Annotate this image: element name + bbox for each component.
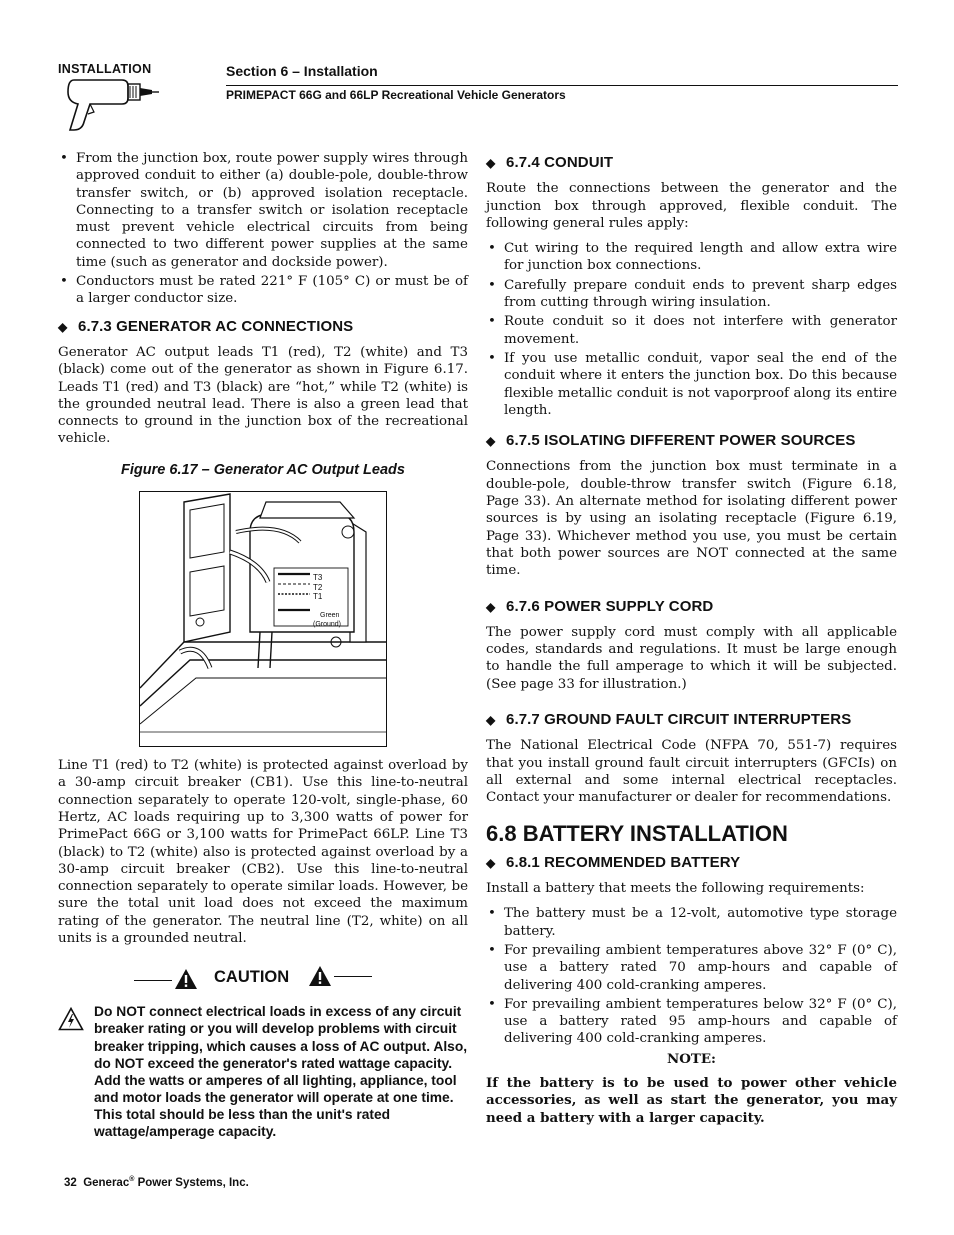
list-item: • For prevailing ambient temperatures above 32° F (0° C), use a battery rated 70 amp-hours and capable of delivering 400 cold-cranking amperes. [486,942,897,994]
drill-icon [60,76,160,134]
paragraph-6-7-5: Connections from the junction box must terminate in a double-pole, double-throw transfer switch (Figure 6.18, Page 33). An alternate method for isolating different power sources is by using an isolating receptacle (Figure 6.19, Page 33). Whichever method you use, you must be certain that both power sources are NOT connected at the same time. [486,459,897,579]
diamond-icon: ◆ [58,319,68,334]
note-text: If the battery is to be used to power other vehicle accessories, as well as start the generator, you may need a battery with a larger capacity. [486,1075,897,1126]
heading-6-7-5: ◆ 6.7.5 ISOLATING DIFFERENT POWER SOURCES [486,432,856,450]
heading-6-7-7: ◆ 6.7.7 GROUND FAULT CIRCUIT INTERRUPTERS [486,711,852,729]
list-item: • Conductors must be rated 221° F (105° C) or must be of a larger conductor size. [58,273,468,308]
list-item: • If you use metallic conduit, vapor seal the end of the conduit where it enters the junction box. Do this because flexible metallic conduit is not vaporproof along its entire length. [486,350,897,419]
caution-header [58,965,468,995]
diamond-icon: ◆ [486,713,496,728]
paragraph-line-protection: Line T1 (red) to T2 (white) is protected against overload by a 30-amp circuit breaker (CB1). Use this line-to-neutral connection separately to operate 120-volt, single-phase, 60 Hertz, AC loads requiring up to 3,300 watts of power for PrimePact 66G or 3,100 watts for PrimePact 66LP. Line T3 (black) to T2 (white) also is protected against overload by a 30-amp circuit breaker (CB2). Use this line-to-neutral connection separately to operate similar loads. However, be sure the total unit load does not exceed the maximum rating of the generator. The neutral line (T2, white) on all units is a grounded neutral. [58,758,468,947]
registered-mark: ® [129,1176,135,1183]
heading-6-8-1: ◆ 6.8.1 RECOMMENDED BATTERY [486,853,741,871]
list-item: • Cut wiring to the required length and allow extra wire for junction box connections. [486,240,897,275]
left-column [58,150,468,1140]
paragraph-6-7-6: The power supply cord must comply with all applicable codes, standards and regulations. It must be large enough to handle the full amperage to which it will be subjected. (See page 33 for illustration.) [486,624,897,692]
caution-text: Do NOT connect electrical loads in excess of any circuit breaker rating or you will develop problems with circuit breaker tripping, which causes a loss of AC output. Also, do NOT exceed the generator's rated wattage capacity. Add the watts or amperes of all lighting, appliance, tool and motor loads the generator will operate at one time. This total should be less than the unit's rated wattage/amperage capacity. [94,1004,468,1139]
heading-6-8: 6.8 BATTERY INSTALLATION [486,820,788,846]
diamond-icon: ◆ [486,434,496,449]
warning-triangle-icon [308,965,332,987]
heading-6-7-6: ◆ 6.7.6 POWER SUPPLY CORD [486,597,714,615]
list-item: • Carefully prepare conduit ends to prevent sharp edges from cutting through wiring insulation. [486,277,897,312]
right-column [486,150,897,1127]
caution-label: CAUTION [214,968,290,987]
paragraph-6-7-7: The National Electrical Code (NFPA 70, 551-7) requires that you install ground fault circuit interrupters (GFCIs) on all external and some internal electrical receptacles. Contact your manufacturer or dealer for recommendations. [486,738,897,806]
installation-logo [58,62,168,130]
page-number: 32 [64,1176,77,1189]
heading-6-7-3: ◆ 6.7.3 GENERATOR AC CONNECTIONS [58,317,354,335]
page-footer [64,1176,249,1189]
battery-requirements-list [486,905,897,1047]
lead-label-green: Green [320,612,340,620]
lead-label-ground: (Ground) [313,621,342,629]
warning-triangle-icon [174,968,198,990]
header-rule [226,85,898,86]
list-item: • From the junction box, route power supply wires through approved conduit to either (a) double-pole, double-throw transfer switch, or (b) approved isolation receptacle. Connecting to a transfer switch or isolation receptacle must prevent vehicle electrical circuits from being connected to two different power supplies at the same time (such as generator and dockside power). [58,150,468,271]
list-item: • The battery must be a 12-volt, automotive type storage battery. [486,905,897,940]
section-title: Section 6 – Installation [226,63,378,79]
document-subtitle: PRIMEPACT 66G and 66LP Recreational Vehicle Generators [226,88,566,102]
list-item: • For prevailing ambient temperatures below 32° F (0° C), use a battery rated 95 amp-hours and capable of delivering 400 cold-cranking amperes. [486,996,897,1048]
generator-illustration [140,492,386,746]
lead-label-t1: T1 [313,592,323,602]
bullet-list-top [58,150,468,308]
figure-generator-leads [139,491,387,747]
caution-box [58,1003,468,1140]
list-item: • Route conduit so it does not interfere with generator movement. [486,313,897,348]
company-name: Generac [83,1176,130,1189]
paragraph-6-8-1: Install a battery that meets the following requirements: [486,881,865,897]
diamond-icon: ◆ [486,855,496,870]
company-suffix: Power Systems, Inc. [134,1176,249,1189]
heading-6-7-4: ◆ 6.7.4 CONDUIT [486,154,614,171]
conduit-rules-list [486,240,897,419]
electric-shock-warning-icon [58,1007,84,1031]
lead-label-t2: T2 [313,583,323,593]
figure-caption: Figure 6.17 – Generator AC Output Leads [121,461,405,478]
diamond-icon: ◆ [486,599,496,614]
paragraph-6-7-4: Route the connections between the generator and the junction box through approved, flexible conduit. The following general rules apply: [486,181,897,231]
diamond-icon: ◆ [486,156,496,170]
logo-text: INSTALLATION [58,62,152,76]
note-label: NOTE: [666,1050,717,1067]
paragraph-6-7-3: Generator AC output leads T1 (red), T2 (white) and T3 (black) come out of the generator as shown in Figure 6.17. Leads T1 (red) and T3 (black) are “hot,” while T2 (white) is the grounded neutral lead. There is also a green lead that connects to ground in the junction box of the recreational vehicle. [58,344,468,447]
lead-label-t3: T3 [313,573,323,583]
